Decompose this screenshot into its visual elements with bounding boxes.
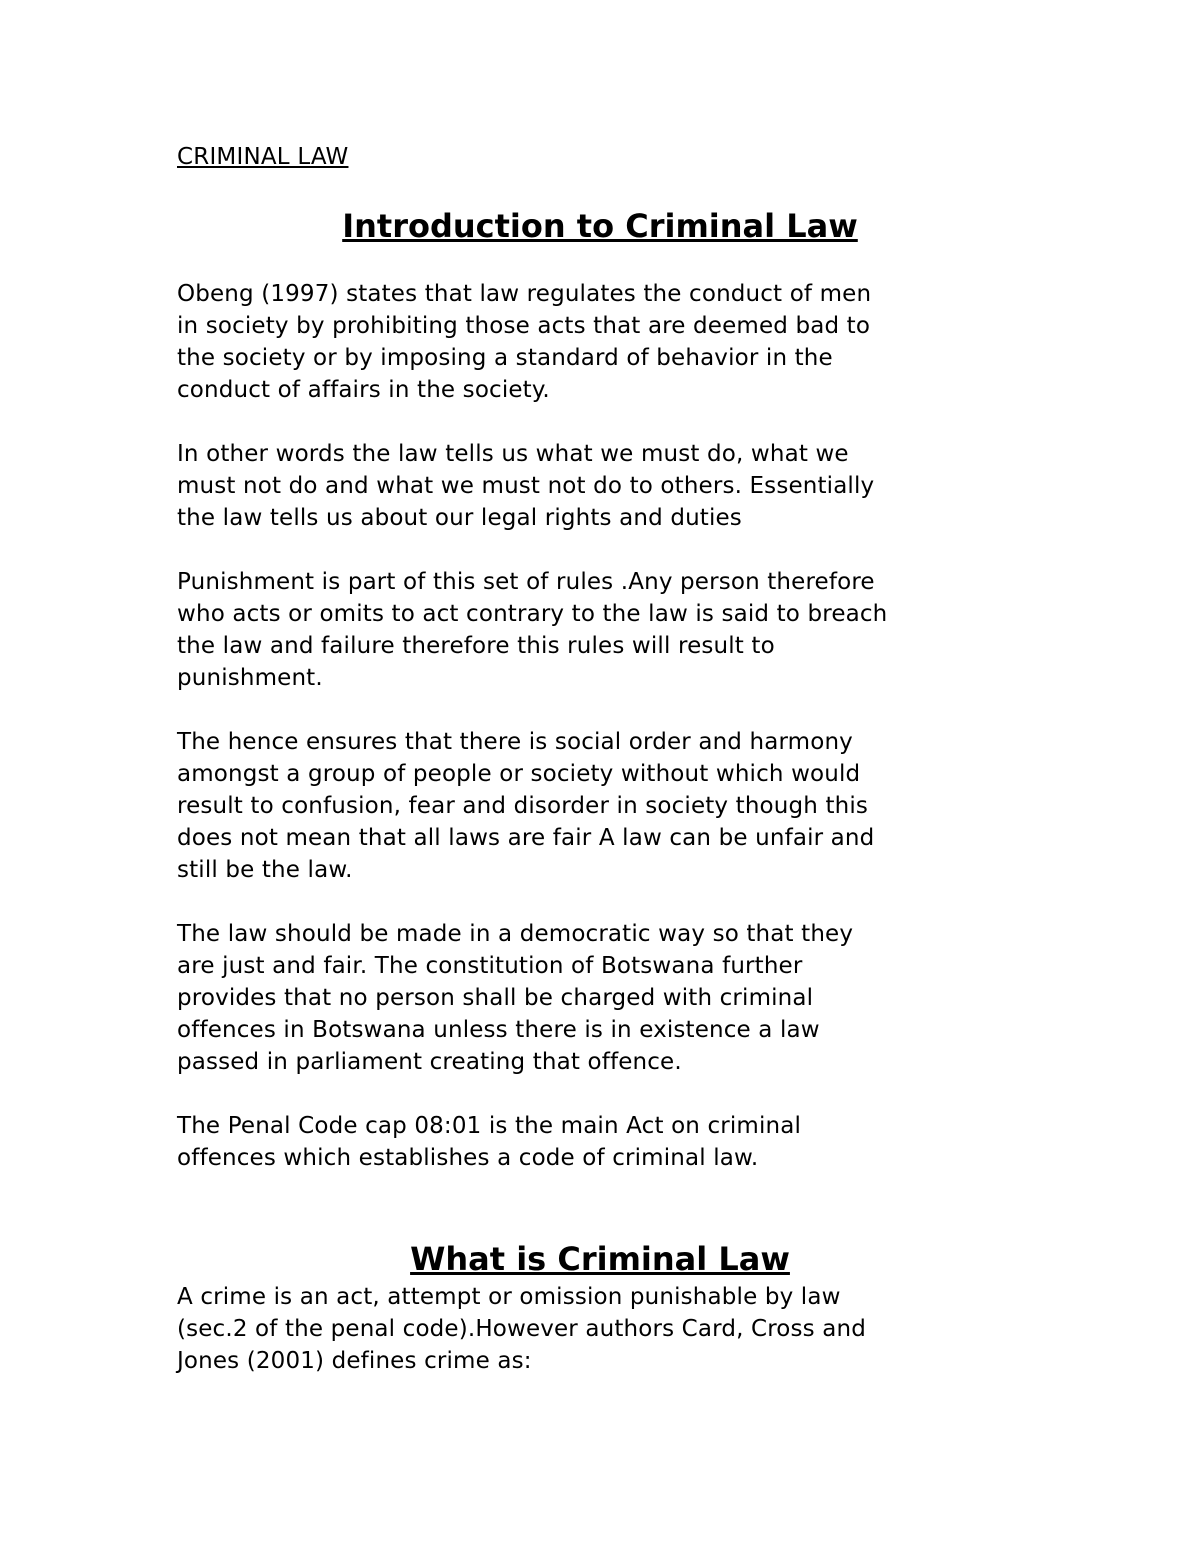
paragraph-obeng: Obeng (1997) states that law regulates the conduct of men in society by prohibiting those acts that are deemed bad to the society or by imposing a standard of behavior in the conduct of affairs in the society.: [177, 281, 872, 403]
document-label: CRIMINAL LAW: [177, 144, 349, 170]
paragraph-social-order: The hence ensures that there is social order and harmony amongst a group of people or society without which would result to confusion, fear and disorder in society though this does not mean that all laws are fair A law can be unfair and still be the law.: [177, 729, 875, 883]
paragraph-other-words: In other words the law tells us what we must do, what we must not do and what we must not do to others. Essentially the law tells us about our legal rights and duties: [177, 441, 875, 531]
paragraph-penal-code: The Penal Code cap 08:01 is the main Act on criminal offences which establishes a code of criminal law.: [177, 1113, 802, 1171]
paragraph-democratic: The law should be made in a democratic way so that they are just and fair. The constitution of Botswana further provides that no person shall be charged with criminal offences in Botswana unless there is in existence a law passed in parliament creating that offence.: [177, 921, 854, 1075]
heading-introduction: Introduction to Criminal Law: [342, 207, 858, 245]
paragraph-crime-definition: A crime is an act, attempt or omission punishable by law (sec.2 of the penal code).However authors Card, Cross and Jones (2001) defines crime as:: [177, 1284, 866, 1374]
document-page: [177, 140, 1037, 1377]
paragraph-punishment: Punishment is part of this set of rules .Any person therefore who acts or omits to act contrary to the law is said to breach the law and failure therefore this rules will result to punishment.: [177, 569, 888, 691]
heading-what-is-criminal-law: What is Criminal Law: [410, 1240, 790, 1278]
